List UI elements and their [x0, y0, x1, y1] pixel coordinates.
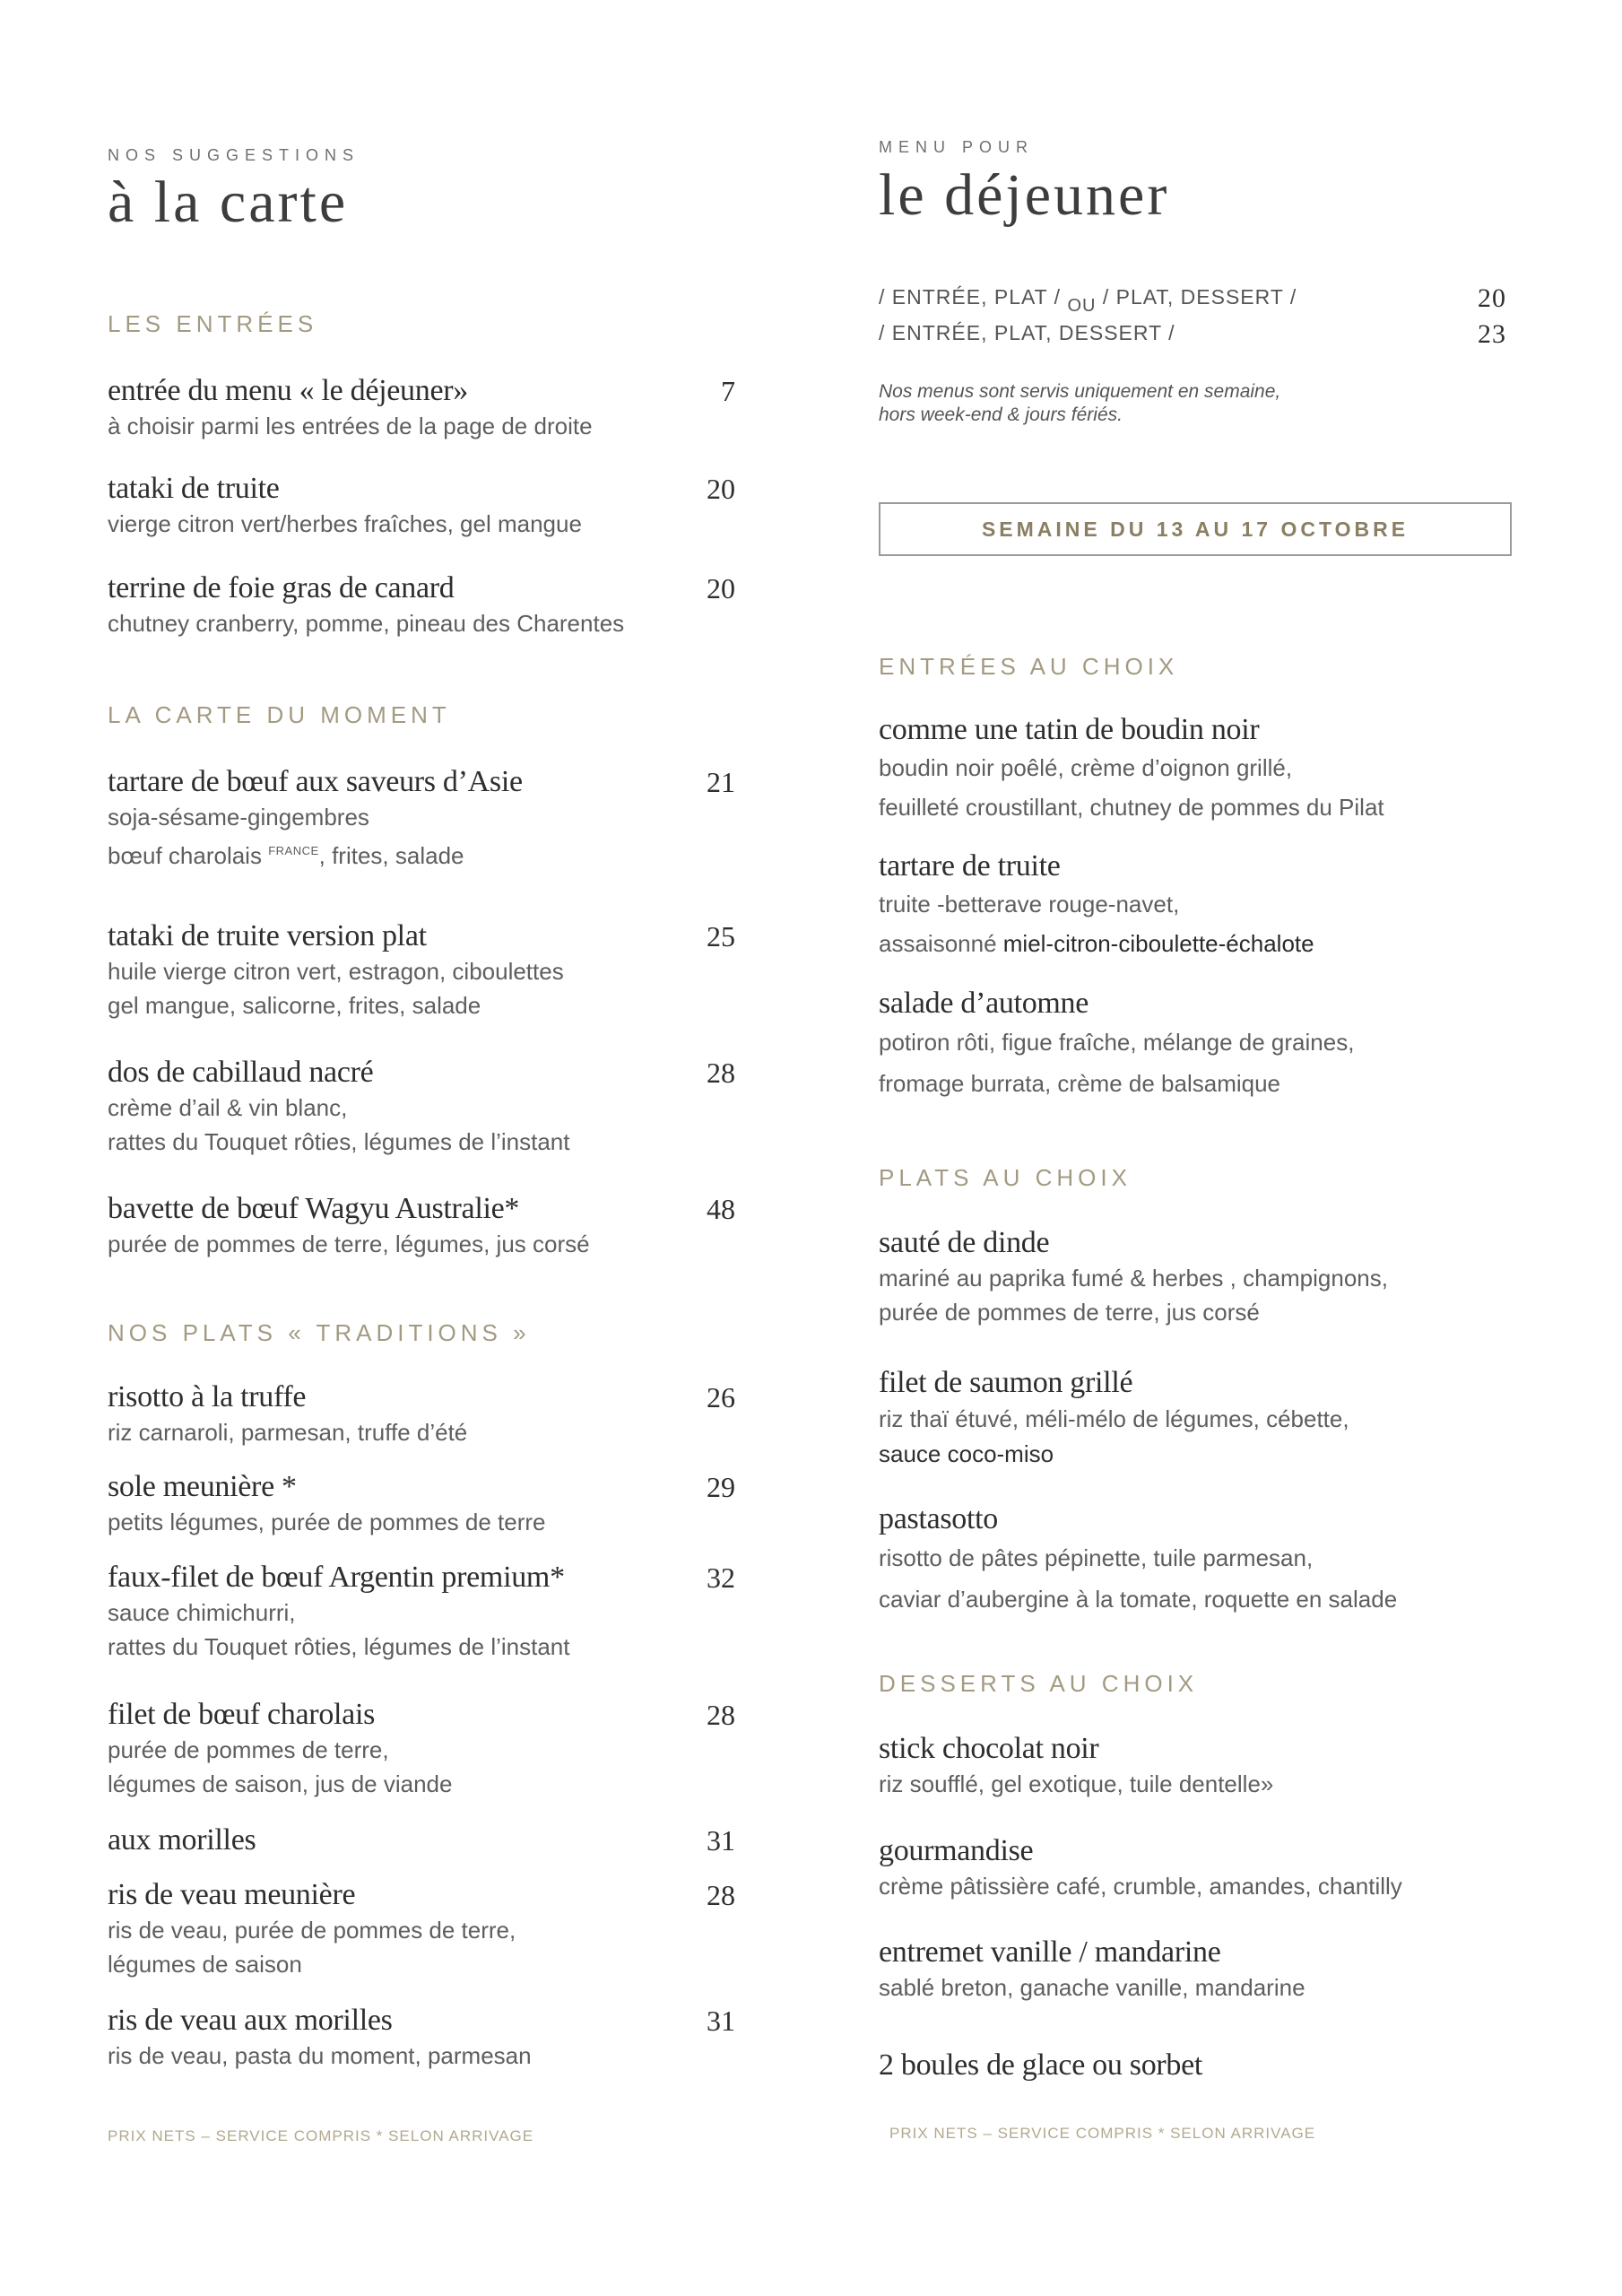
dish-description: huile vierge citron vert, estragon, ciboulettes: [108, 958, 564, 985]
week-banner: SEMAINE DU 13 AU 17 OCTOBRE: [879, 502, 1512, 556]
right-kicker: MENU POUR: [879, 138, 1035, 156]
ou-label: OU: [1067, 296, 1097, 316]
menu-item-risotto: [108, 1379, 735, 1449]
menu-item-entree-du-menu: [108, 373, 735, 443]
left-kicker: NOS SUGGESTIONS: [108, 146, 360, 164]
dish-name: 2 boules de glace ou sorbet: [879, 2048, 1203, 2082]
dish-description: soja-sésame-gingembres: [108, 804, 369, 831]
dish-price: 28: [707, 1879, 735, 1911]
dish-name: filet de saumon grillé: [879, 1366, 1133, 1399]
menu-item-pastasotto: [879, 1501, 1524, 1620]
menu-item-tataki-de-truite: [108, 471, 735, 541]
dish-name: salade d’automne: [879, 987, 1089, 1020]
dish-description: rattes du Touquet rôties, légumes de l’instant: [108, 1128, 570, 1155]
dish-price: 31: [707, 2005, 735, 2037]
dish-name: ris de veau meunière: [108, 1878, 356, 1911]
dish-description: potiron rôti, figue fraîche, mélange de graines,: [879, 1029, 1355, 1056]
dish-description: petits légumes, purée de pommes de terre: [108, 1509, 546, 1535]
menu-item-saumon: [879, 1365, 1524, 1471]
dish-description: vierge citron vert/herbes fraîches, gel mangue: [108, 510, 582, 537]
right-footer-note: PRIX NETS – SERVICE COMPRIS * SELON ARRIVAGE: [889, 2125, 1316, 2142]
menu-item-gourmandise: [879, 1833, 1524, 1903]
section-nos-plats-traditions: NOS PLATS « TRADITIONS »: [108, 1319, 531, 1346]
menu-item-bavette-wagyu: [108, 1191, 735, 1261]
section-entrees-au-choix: ENTRÉES AU CHOIX: [879, 653, 1179, 680]
menu-item-tartare-de-truite: [879, 848, 1524, 963]
dish-name: stick chocolat noir: [879, 1732, 1099, 1765]
dish-description: purée de pommes de terre,: [108, 1736, 389, 1763]
dish-name: aux morilles: [108, 1823, 256, 1857]
dish-price: 29: [707, 1471, 735, 1503]
dish-price: 26: [707, 1381, 735, 1413]
dish-description: feuilleté croustillant, chutney de pommes du Pilat: [879, 794, 1384, 821]
dish-description: caviar d’aubergine à la tomate, roquette en salade: [879, 1586, 1398, 1613]
section-plats-au-choix: PLATS AU CHOIX: [879, 1164, 1132, 1191]
dish-name: terrine de foie gras de canard: [108, 571, 455, 604]
dish-name: bavette de bœuf Wagyu Australie*: [108, 1192, 520, 1225]
origin-superscript: FRANCE: [268, 844, 319, 857]
formula-three-courses: / ENTRÉE, PLAT, DESSERT / 23: [879, 319, 1506, 349]
dish-name: gourmandise: [879, 1834, 1034, 1867]
formula-price-three: 23: [1478, 319, 1506, 349]
left-footer-note: PRIX NETS – SERVICE COMPRIS * SELON ARRIVAGE: [108, 2127, 534, 2144]
menu-item-sole-meuniere: [108, 1469, 735, 1539]
dish-description: gel mangue, salicorne, frites, salade: [108, 992, 481, 1019]
dish-description: riz thaï étuvé, méli-mélo de légumes, cébette,: [879, 1405, 1349, 1432]
dish-description: sablé breton, ganache vanille, mandarine: [879, 1974, 1305, 2001]
section-desserts-au-choix: DESSERTS AU CHOIX: [879, 1670, 1199, 1697]
formula-price-two: 20: [1478, 283, 1506, 313]
dish-name: faux-filet de bœuf Argentin premium*: [108, 1561, 565, 1594]
dish-description: ris de veau, pasta du moment, parmesan: [108, 2042, 532, 2069]
dish-description: assaisonné miel-citron-ciboulette-échalote: [879, 930, 1314, 957]
dish-name: dos de cabillaud nacré: [108, 1056, 374, 1089]
dish-name: entrée du menu « le déjeuner»: [108, 374, 468, 407]
dish-price: 32: [707, 1561, 735, 1594]
dish-name: tataki de truite version plat: [108, 919, 427, 952]
dish-description: à choisir parmi les entrées de la page de droite: [108, 413, 593, 439]
menu-item-faux-filet: [108, 1560, 735, 1664]
menu-item-tatin-boudin: [879, 712, 1524, 827]
dish-price: 31: [707, 1824, 735, 1857]
dish-description: risotto de pâtes pépinette, tuile parmesan,: [879, 1544, 1314, 1571]
dish-description: riz carnaroli, parmesan, truffe d’été: [108, 1419, 468, 1446]
dish-description: purée de pommes de terre, jus corsé: [879, 1299, 1260, 1326]
dish-description: purée de pommes de terre, légumes, jus corsé: [108, 1231, 590, 1257]
dish-description: légumes de saison: [108, 1951, 302, 1978]
menu-item-cabillaud: [108, 1055, 735, 1159]
menu-item-entremet: [879, 1935, 1524, 2005]
menu-item-terrine: [108, 570, 735, 640]
dish-description: sauce chimichurri,: [108, 1599, 296, 1626]
menu-item-salade-automne: [879, 986, 1524, 1104]
dish-description: ris de veau, purée de pommes de terre,: [108, 1917, 516, 1944]
dish-price: 20: [707, 572, 735, 604]
dish-name: pastasotto: [879, 1502, 998, 1535]
dish-description: rattes du Touquet rôties, légumes de l’instant: [108, 1633, 570, 1660]
dish-name: tataki de truite: [108, 472, 280, 505]
menu-item-saute-de-dinde: [879, 1225, 1524, 1329]
dish-description: mariné au paprika fumé & herbes , champignons,: [879, 1265, 1388, 1292]
dish-name: tartare de bœuf aux saveurs d’Asie: [108, 765, 523, 798]
dish-description: bœuf charolais $^{FRANCE}$, frites, salade: [108, 842, 464, 869]
dish-price: 20: [707, 473, 735, 505]
dish-description: boudin noir poêlé, crème d’oignon grillé,: [879, 754, 1293, 781]
section-les-entrees: LES ENTRÉES: [108, 310, 318, 337]
dish-name: tartare de truite: [879, 849, 1061, 883]
formula-two-courses: / ENTRÉE, PLAT / OU / PLAT, DESSERT / 20: [879, 283, 1506, 316]
menu-item-ris-de-veau-morilles: [108, 2003, 735, 2073]
menu-item-filet-de-boeuf: [108, 1697, 735, 1801]
dish-description: truite -betterave rouge-navet,: [879, 891, 1180, 918]
dish-price: 7: [721, 375, 735, 407]
dish-description: sauce coco-miso: [879, 1440, 1054, 1467]
dish-description: fromage burrata, crème de balsamique: [879, 1070, 1281, 1097]
dish-name: ris de veau aux morilles: [108, 2004, 393, 2037]
menu-item-aux-morilles: [108, 1822, 735, 1858]
dish-name: sole meunière *: [108, 1470, 297, 1503]
dish-price: 21: [707, 766, 735, 798]
dish-price: 25: [707, 920, 735, 952]
menu-item-tataki-version-plat: [108, 918, 735, 1022]
dish-price: 28: [707, 1057, 735, 1089]
dish-price: 48: [707, 1193, 735, 1225]
dish-description: crème d’ail & vin blanc,: [108, 1094, 348, 1121]
dish-name: risotto à la truffe: [108, 1380, 307, 1413]
dish-price: 28: [707, 1699, 735, 1731]
availability-note-line2: hors week-end & jours fériés.: [879, 404, 1123, 425]
dish-name: sauté de dinde: [879, 1226, 1050, 1259]
dish-description: crème pâtissière café, crumble, amandes, chantilly: [879, 1873, 1402, 1900]
dish-name: entremet vanille / mandarine: [879, 1935, 1221, 1969]
menu-item-stick-chocolat: [879, 1731, 1524, 1801]
menu-item-boules-de-glace: [879, 2048, 1524, 2083]
right-title: le déjeuner: [879, 162, 1170, 228]
dish-name: comme une tatin de boudin noir: [879, 713, 1260, 746]
availability-note-line1: Nos menus sont servis uniquement en semaine,: [879, 381, 1281, 402]
left-title: à la carte: [108, 170, 349, 235]
dish-description: chutney cranberry, pomme, pineau des Charentes: [108, 610, 625, 637]
dish-name: filet de bœuf charolais: [108, 1698, 376, 1731]
dish-description: légumes de saison, jus de viande: [108, 1770, 453, 1797]
dish-description: riz soufflé, gel exotique, tuile dentelle»: [879, 1770, 1274, 1797]
menu-item-tartare-de-boeuf: [108, 764, 735, 873]
section-la-carte-du-moment: LA CARTE DU MOMENT: [108, 701, 451, 728]
menu-item-ris-de-veau-meuniere: [108, 1877, 735, 1981]
